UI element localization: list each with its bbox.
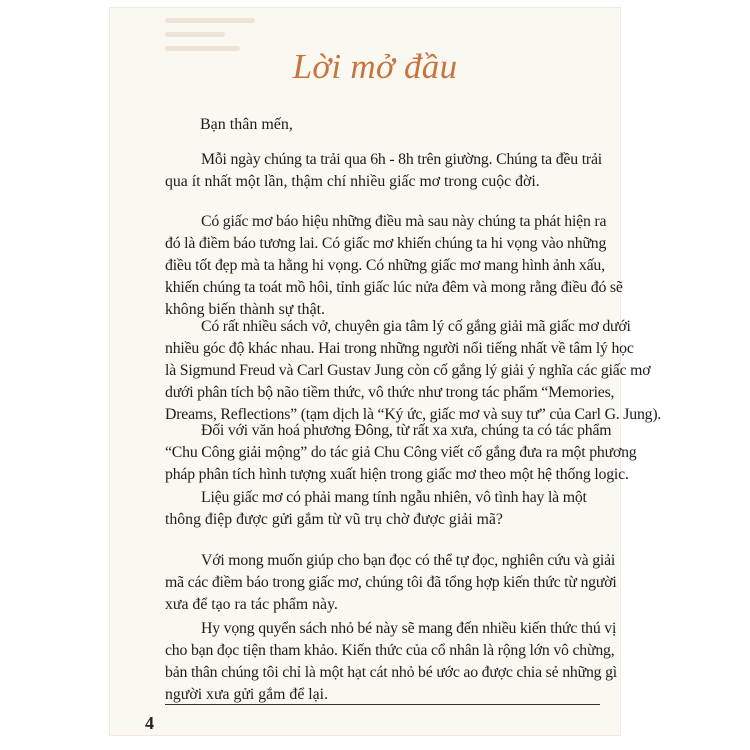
paragraph-3: [165, 316, 662, 426]
greeting: Bạn thân mến,: [200, 116, 293, 133]
text-line: người xưa gửi gắm để lại.: [165, 686, 329, 703]
text-line: thông điệp được gửi gắm từ vũ trụ chờ được giải mã?: [165, 511, 503, 528]
text-line: pháp phân tích hình tượng xuất hiện trong giấc mơ theo một hệ thống logic.: [165, 466, 629, 483]
text-line: khiến chúng ta toát mồ hôi, tỉnh giấc lúc nửa đêm và mong rằng điều đó sẽ: [165, 279, 623, 296]
text-line: dưới phân tích bộ não tiềm thức, vô thức như trong tác phẩm “Memories,: [165, 384, 615, 401]
paragraph-1: [165, 149, 605, 193]
page-number: 4: [145, 713, 154, 733]
paragraph-5: [165, 487, 605, 531]
chapter-title: Lời mở đầu: [292, 47, 458, 86]
text-line: Đối với văn hoá phương Đông, từ rất xa xưa, chúng ta có tác phẩm: [201, 422, 612, 439]
text-line: Hy vọng quyển sách nhỏ bé này sẽ mang đến nhiều kiến thức thú vị: [201, 620, 617, 637]
text-line: Dreams, Reflections” (tạm dịch là “Ký ức, giấc mơ và suy tư” của Carl G. Jung).: [165, 406, 662, 423]
paragraph-2: [165, 211, 623, 321]
text-line: cho bạn đọc tiện tham khảo. Kiến thức của cổ nhân là rộng lớn vô chừng,: [165, 642, 615, 659]
text-line: là Sigmund Freud và Carl Gustav Jung còn cố gắng lý giải ý nghĩa các giấc mơ: [165, 362, 651, 379]
text-line: mã các điềm báo trong giấc mơ, chúng tôi đã tổng hợp kiến thức từ người: [165, 574, 617, 591]
paragraph-6: [165, 550, 617, 616]
text-line: không biến thành sự thật.: [165, 301, 325, 318]
text-line: xưa để tạo ra tác phẩm này.: [165, 596, 338, 613]
text-line: bản thân chúng tôi chỉ là một hạt cát nhỏ bé ước ao được chia sẻ những gì: [165, 664, 617, 681]
text-line: nhiều góc độ khác nhau. Hai trong những người nổi tiếng nhất về tâm lý học: [165, 340, 634, 357]
text-line: đó là điềm báo tương lai. Có giấc mơ khiến chúng ta hi vọng vào những: [165, 235, 607, 252]
text-line: điều tốt đẹp mà ta hằng hi vọng. Có những giấc mơ mang hình ảnh xấu,: [165, 257, 605, 274]
text-line: Liệu giấc mơ có phải mang tính ngẫu nhiên, vô tình hay là một: [201, 489, 587, 506]
text-line: Có rất nhiều sách vở, chuyên gia tâm lý cố gắng giải mã giấc mơ dưới: [201, 318, 631, 335]
paragraph-4: [165, 420, 637, 486]
text-line: Với mong muốn giúp cho bạn đọc có thể tự đọc, nghiên cứu và giải: [201, 552, 616, 569]
text-line: Có giấc mơ báo hiệu những điều mà sau này chúng ta phát hiện ra: [201, 213, 607, 230]
text-line: “Chu Công giải mộng” do tác giả Chu Công viết cố gắng đưa ra một phương: [165, 444, 637, 461]
text-line: qua ít nhất một lần, thậm chí nhiều giấc mơ trong cuộc đời.: [165, 173, 540, 190]
footer-rule: [165, 704, 600, 705]
text-line: Mỗi ngày chúng ta trải qua 6h - 8h trên giường. Chúng ta đều trải: [201, 151, 602, 168]
paragraph-7: [165, 618, 617, 706]
